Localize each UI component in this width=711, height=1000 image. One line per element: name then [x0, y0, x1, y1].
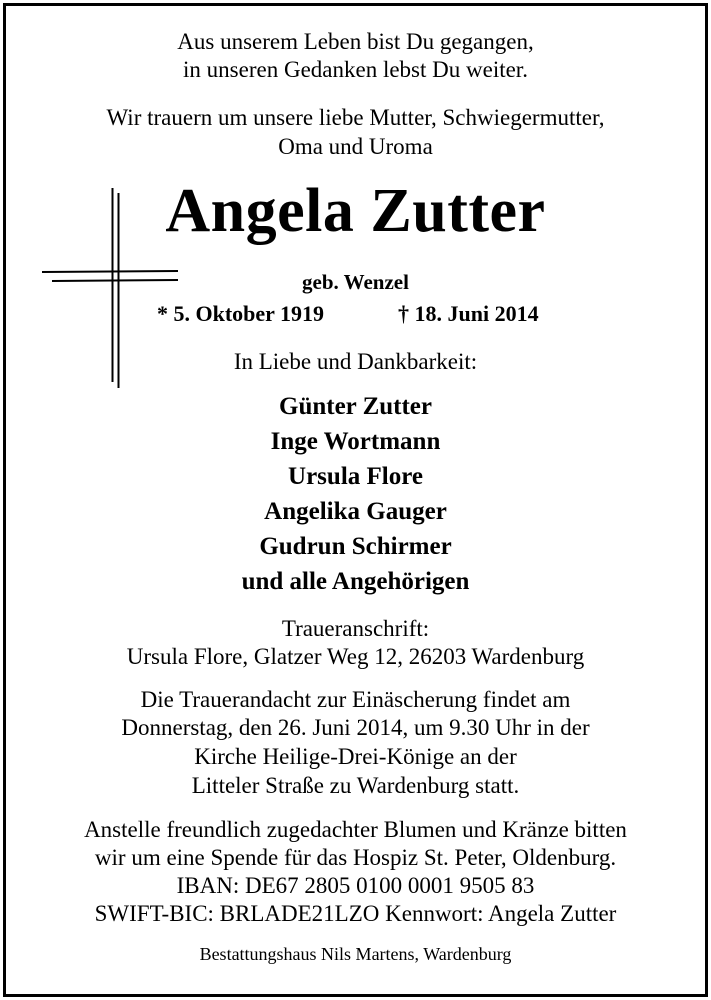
swift-line: SWIFT-BIC: BRLADE21LZO Kennwort: Angela Zutter [94, 901, 617, 926]
service-line-1: Die Trauerandacht zur Einäscherung findet am [140, 687, 571, 712]
family-member: Ursula Flore [288, 463, 423, 490]
birth-date: * 5. Oktober 1919 [157, 301, 325, 326]
deceased-name: Angela Zutter [165, 177, 546, 245]
family-member: Angelika Gauger [264, 498, 447, 525]
service-line-3: Kirche Heilige-Drei-Könige an der [194, 744, 517, 769]
gratitude-line: In Liebe und Dankbarkeit: [233, 349, 478, 374]
mourning-line-1: Wir trauern um unsere liebe Mutter, Schwiegermutter, [106, 105, 605, 130]
service-line-4: Litteler Straße zu Wardenburg statt. [191, 773, 520, 798]
donation-line-2: wir um eine Spende für das Hospiz St. Peter, Oldenburg. [94, 845, 617, 870]
funeral-home: Bestattungshaus Nils Martens, Wardenburg [199, 944, 512, 964]
family-member: Günter Zutter [279, 393, 432, 420]
service-line-2: Donnerstag, den 26. Juni 2014, um 9.30 Uhr in der [121, 715, 590, 740]
death-date: † 18. Juni 2014 [398, 301, 539, 326]
address-label: Traueranschrift: [281, 616, 430, 641]
intro-line-1: Aus unserem Leben bist Du gegangen, [177, 29, 534, 54]
birth-name: geb. Wenzel [302, 270, 409, 294]
mourning-line-2: Oma und Uroma [278, 134, 433, 159]
intro-line-2: in unseren Gedanken lebst Du weiter. [183, 57, 528, 82]
address-value: Ursula Flore, Glatzer Weg 12, 26203 Wardenburg [126, 644, 585, 669]
family-member: Inge Wortmann [270, 428, 441, 455]
iban-line: IBAN: DE67 2805 0100 0001 9505 83 [176, 873, 535, 898]
donation-line-1: Anstelle freundlich zugedachter Blumen und Kränze bitten [84, 817, 627, 842]
family-member: und alle Angehörigen [241, 568, 470, 595]
family-member: Gudrun Schirmer [259, 533, 452, 560]
